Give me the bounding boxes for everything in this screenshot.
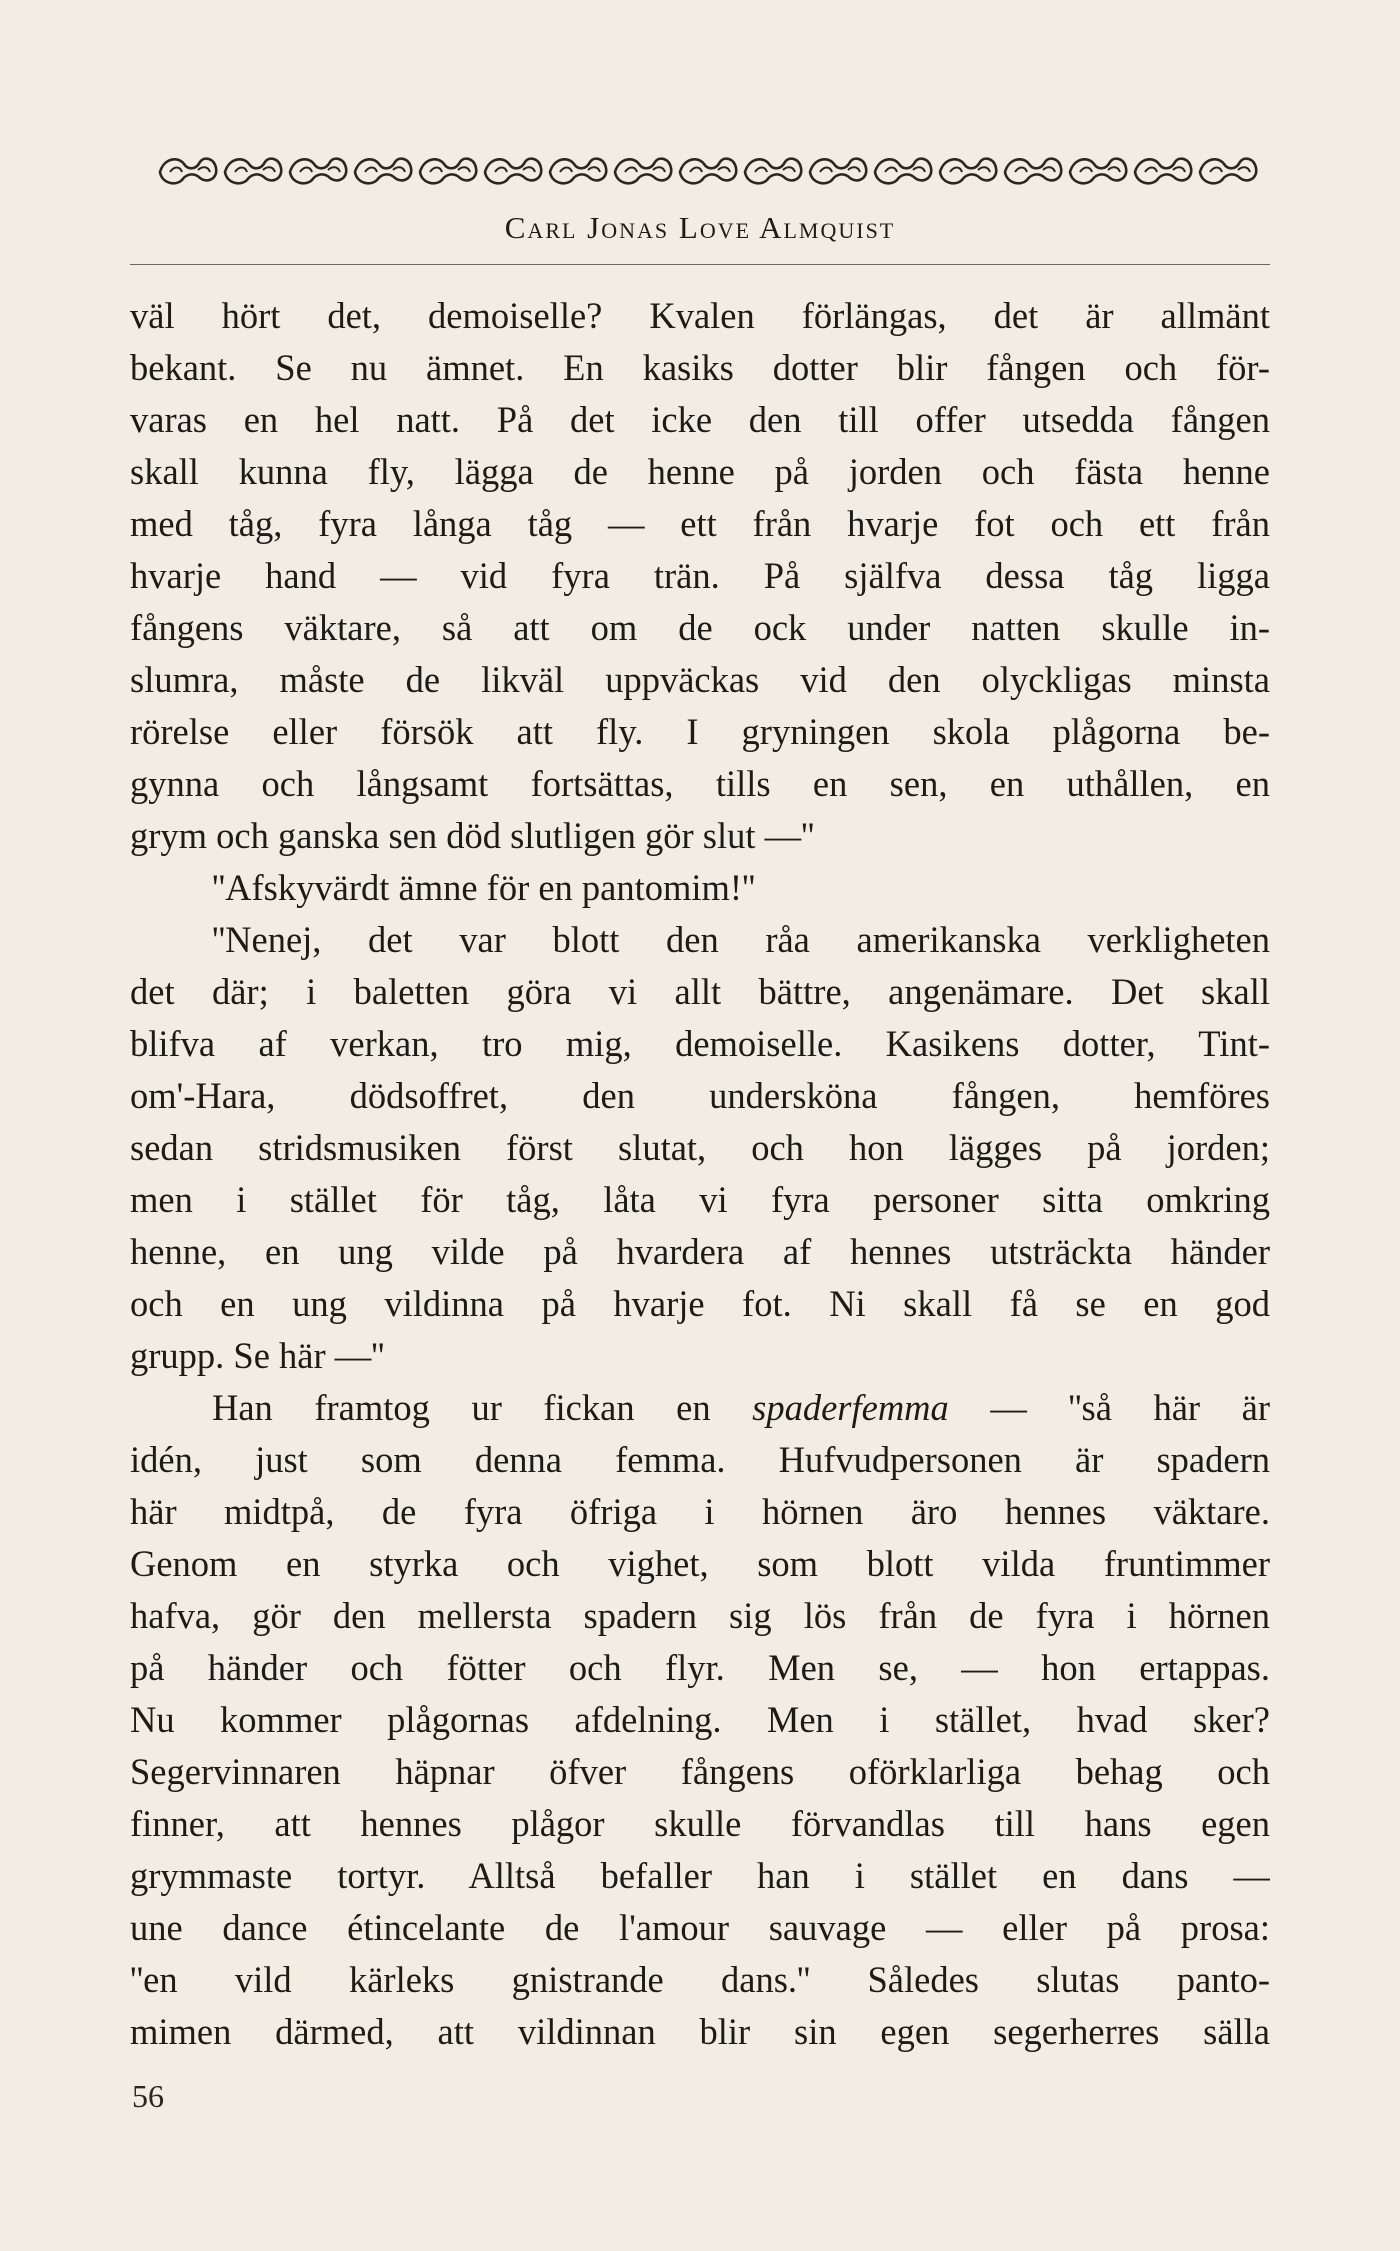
- ornament-scroll: [810, 159, 866, 184]
- text-line: [130, 1382, 1270, 1434]
- text-line: une dance étincelante de l'amour sauvage — eller på prosa:: [130, 1907, 1270, 1948]
- ornament-scroll: [290, 159, 346, 184]
- ornament-scroll: [940, 159, 996, 184]
- text-line: hvarje hand — vid fyra trän. På själfva dessa tåg ligga: [130, 555, 1270, 596]
- text-line: skall kunna fly, lägga de henne på jorden och fästa henne: [130, 451, 1270, 492]
- ornament-scroll: [1135, 159, 1191, 184]
- text-line: rörelse eller försök att fly. I gryningen skola plågorna be-: [130, 711, 1270, 752]
- text-line: grym och ganska sen död slutligen gör slut —'': [130, 815, 815, 856]
- text-line: väl hört det, demoiselle? Kvalen förlängas, det är allmänt: [130, 295, 1270, 336]
- ornament-scroll: [745, 159, 801, 184]
- text-line: hafva, gör den mellersta spadern sig lös från de fyra i hörnen: [130, 1595, 1270, 1636]
- text-line: Segervinnaren häpnar öfver fångens oförklarliga behag och: [130, 1751, 1270, 1792]
- italic-term: spaderfemma: [752, 1387, 949, 1428]
- ornament-scroll: [1005, 159, 1061, 184]
- ornament-scroll: [355, 159, 411, 184]
- text-line: mimen därmed, att vildinnan blir sin egen segerherres sälla: [130, 2011, 1270, 2052]
- ornament-scroll: [1200, 159, 1256, 184]
- text-line: om'-Hara, dödsoffret, den undersköna fången, hemföres: [130, 1075, 1270, 1116]
- text-segment: Han framtog ur fickan en: [212, 1387, 753, 1428]
- ornament-scroll: [1070, 159, 1126, 184]
- running-head: Carl Jonas Love Almquist: [504, 210, 896, 245]
- text-segment: — ''så här är: [948, 1387, 1270, 1428]
- text-line: ''en vild kärleks gnistrande dans.'' Således slutas panto-: [130, 1959, 1270, 2000]
- ornament-scroll: [420, 159, 476, 184]
- text-line: Genom en styrka och vighet, som blott vilda fruntimmer: [130, 1543, 1270, 1584]
- text-line: med tåg, fyra långa tåg — ett från hvarje fot och ett från: [130, 503, 1270, 544]
- text-line: fångens väktare, så att om de ock under natten skulle in-: [130, 607, 1270, 648]
- text-line: och en ung vildinna på hvarje fot. Ni skall få se en god: [130, 1283, 1270, 1324]
- ornamental-border: [156, 150, 1261, 190]
- ornament-scroll: [485, 159, 541, 184]
- ornament-scroll: [225, 159, 281, 184]
- ornament-scroll: [160, 159, 216, 184]
- text-line: idén, just som denna femma. Hufvudpersonen är spadern: [130, 1439, 1270, 1480]
- text-line: grupp. Se här —'': [130, 1335, 385, 1376]
- body-text: [130, 290, 1270, 2058]
- text-line: det där; i baletten göra vi allt bättre, angenämare. Det skall: [130, 971, 1270, 1012]
- page-number: 56: [132, 2078, 164, 2114]
- text-line: men i stället för tåg, låta vi fyra personer sitta omkring: [130, 1179, 1270, 1220]
- ornament-scroll: [680, 159, 736, 184]
- ornament-scroll: [550, 159, 606, 184]
- text-line: slumra, måste de likväl uppväckas vid den olyckligas minsta: [130, 659, 1270, 700]
- text-line: finner, att hennes plågor skulle förvandlas till hans egen: [130, 1803, 1270, 1844]
- text-line: sedan stridsmusiken först slutat, och hon lägges på jorden;: [130, 1127, 1270, 1168]
- ornament-scroll: [875, 159, 931, 184]
- ornament-scroll: [615, 159, 671, 184]
- text-line: varas en hel natt. På det icke den till offer utsedda fången: [130, 399, 1270, 440]
- text-line: grymmaste tortyr. Alltså befaller han i stället en dans —: [130, 1855, 1270, 1896]
- text-line: gynna och långsamt fortsättas, tills en sen, en uthållen, en: [130, 763, 1270, 804]
- header-rule: [130, 264, 1270, 265]
- text-line: henne, en ung vilde på hvardera af hennes utsträckta händer: [130, 1231, 1270, 1272]
- text-line: här midtpå, de fyra öfriga i hörnen äro hennes väktare.: [130, 1491, 1270, 1532]
- text-line: bekant. Se nu ämnet. En kasiks dotter blir fången och för-: [130, 347, 1270, 388]
- text-line: på händer och fötter och flyr. Men se, — hon ertappas.: [130, 1647, 1270, 1688]
- text-line: ''Nenej, det var blott den råa amerikanska verkligheten: [212, 919, 1270, 960]
- text-line: Nu kommer plågornas afdelning. Men i stället, hvad sker?: [130, 1699, 1270, 1740]
- ornament-units: [160, 159, 1256, 184]
- text-line: ''Afskyvärdt ämne för en pantomim!'': [212, 867, 756, 908]
- text-line: blifva af verkan, tro mig, demoiselle. Kasikens dotter, Tint-: [130, 1023, 1270, 1064]
